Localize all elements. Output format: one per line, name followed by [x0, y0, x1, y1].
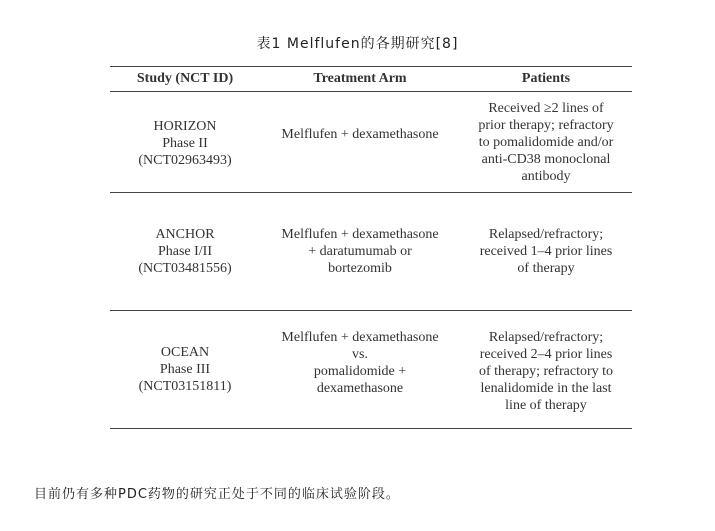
study-cell: OCEAN Phase III (NCT03151811): [138, 345, 232, 394]
table-row: [110, 92, 632, 193]
body-paragraph: 目前仍有多种PDC药物的研究正处于不同的临床试验阶段。: [34, 487, 400, 502]
patients-cell: Relapsed/refractory; received 1–4 prior lines of therapy: [479, 227, 613, 276]
header-study: Study (NCT ID): [136, 71, 234, 86]
table-header: [110, 67, 632, 92]
header-treatment-arm: Treatment Arm: [313, 71, 407, 86]
study-cell: HORIZON Phase II (NCT02963493): [138, 119, 232, 168]
treatment-arm-cell: Melflufen + dexamethasone vs. pomalidomide + dexamethasone: [281, 330, 439, 396]
table-caption: 表1 Melflufen的各期研究[8]: [256, 36, 459, 52]
header-patients: Patients: [521, 71, 571, 86]
treatment-arm-cell: Melflufen + dexamethasone: [281, 126, 439, 142]
table-row: [110, 193, 632, 311]
patients-cell: Relapsed/refractory; received 2–4 prior lines of therapy; refractory to lenalidomide in the last line of therapy: [478, 330, 614, 413]
melflufen-studies-table: [110, 66, 632, 429]
study-cell: ANCHOR Phase I/II (NCT03481556): [138, 227, 232, 276]
treatment-arm-cell: Melflufen + dexamethasone + daratumumab or bortezomib: [281, 227, 439, 276]
table-row: [110, 311, 632, 429]
patients-cell: Received ≥2 lines of prior therapy; refractory to pomalidomide and/or anti-CD38 monoclonal antibody: [478, 101, 614, 184]
